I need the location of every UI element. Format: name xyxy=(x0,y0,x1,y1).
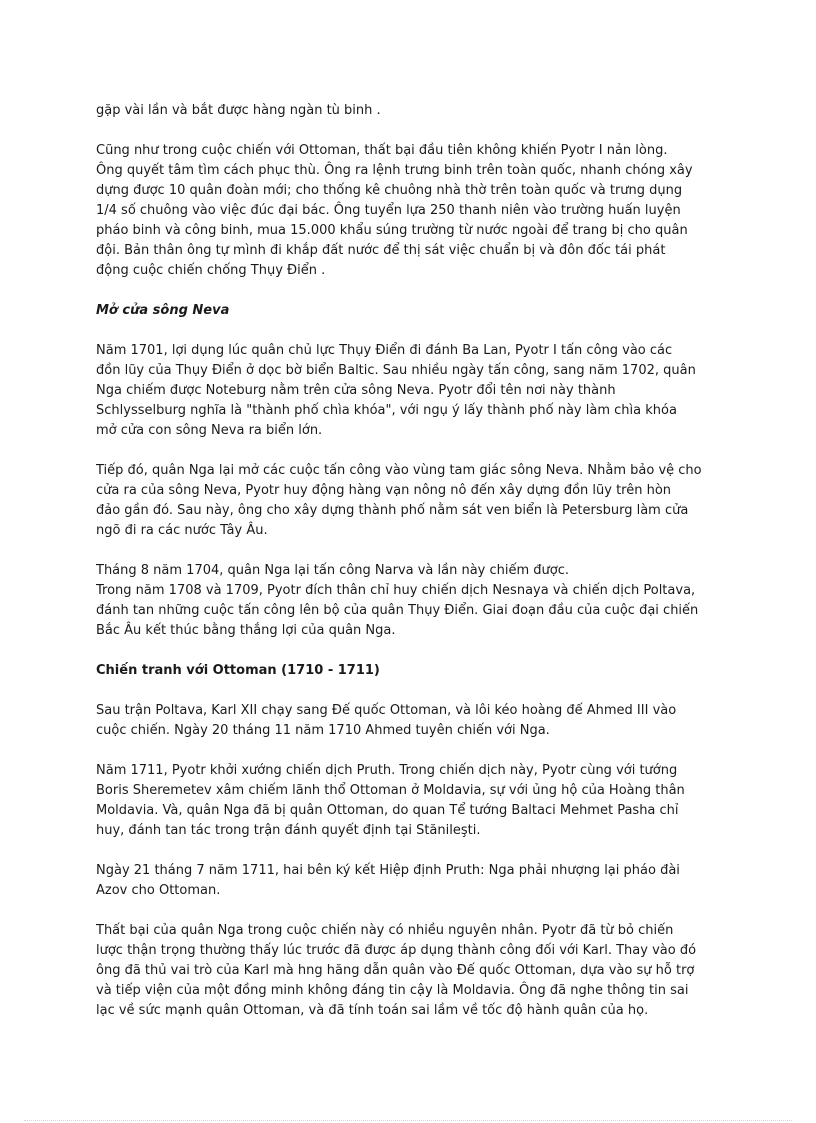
text-line: mở cửa con sông Neva ra biển lớn. xyxy=(96,423,323,438)
text-line: Ông quyết tâm tìm cách phục thù. Ông ra lệnh trưng binh trên toàn quốc, nhanh chóng xây xyxy=(96,163,693,178)
text-line: đảo gần đó. Sau này, ông cho xây dựng thành phố nằm sát ven biển là Petersburg làm cửa xyxy=(96,503,689,518)
text-line: Boris Sheremetev xâm chiếm lãnh thổ Ottoman ở Moldavia, sự với ủng hộ của Hoàng thân xyxy=(96,783,685,798)
text-line: Trong năm 1708 và 1709, Pyotr đích thân chỉ huy chiến dịch Nesnaya và chiến dịch Poltava, xyxy=(96,583,696,598)
text-line: dựng được 10 quân đoàn mới; cho thống kê chuông nhà thờ trên toàn quốc và trưng dụng xyxy=(96,183,683,198)
text-line: Sau trận Poltava, Karl XII chạy sang Đế quốc Ottoman, và lôi kéo hoàng đế Ahmed III vào xyxy=(96,703,677,718)
paragraph-revenge xyxy=(96,141,736,281)
text-line: huy, đánh tan tác trong trận đánh quyết định tại Stănileşti. xyxy=(96,823,481,838)
text-line: gặp vài lần và bắt được hàng ngàn tù binh . xyxy=(96,103,381,118)
text-line: 1/4 số chuông vào việc đúc đại bác. Ông tuyển lựa 250 thanh niên vào trường huấn luyện xyxy=(96,203,681,218)
section-heading-neva: Mở cửa sông Neva xyxy=(96,303,230,318)
paragraph-defeat-causes xyxy=(96,921,736,1021)
text-line: lạc về sức mạnh quân Ottoman, và đã tính toán sai lầm về tốc độ hành quân của họ. xyxy=(96,1003,649,1018)
text-line: Năm 1711, Pyotr khởi xướng chiến dịch Pruth. Trong chiến dịch này, Pyotr cùng với tướng xyxy=(96,763,678,778)
section-heading-ottoman-war: Chiến tranh với Ottoman (1710 - 1711) xyxy=(96,663,380,678)
paragraph-narva-poltava xyxy=(96,561,736,641)
text-line: lược thận trọng thường thấy lúc trước đã được áp dụng thành công đối với Karl. Thay vào đó xyxy=(96,943,697,958)
text-line: Ngày 21 tháng 7 năm 1711, hai bên ký kết Hiệp định Pruth: Nga phải nhượng lại pháo đài xyxy=(96,863,680,878)
text-line: Azov cho Ottoman. xyxy=(96,883,221,898)
text-line: đồn lũy của Thụy Điển ở dọc bờ biển Baltic. Sau nhiều ngày tấn công, sang năm 1702, quân xyxy=(96,363,696,378)
text-line: cuộc chiến. Ngày 20 tháng 11 năm 1710 Ahmed tuyên chiến với Nga. xyxy=(96,723,550,738)
paragraph-prisoners xyxy=(96,101,736,121)
paragraph-karl-xii xyxy=(96,701,736,741)
text-line: Nga chiếm được Noteburg nằm trên cửa sông Neva. Pyotr đổi tên nơi này thành xyxy=(96,383,616,398)
text-line: Bắc Âu kết thúc bằng thắng lợi của quân Nga. xyxy=(96,623,396,638)
text-line: ngõ đi ra các nước Tây Âu. xyxy=(96,523,268,538)
text-line: Năm 1701, lợi dụng lúc quân chủ lực Thụy Điển đi đánh Ba Lan, Pyotr I tấn công vào các xyxy=(96,343,673,358)
paragraph-pruth-treaty xyxy=(96,861,736,901)
text-line: Tiếp đó, quân Nga lại mở các cuộc tấn công vào vùng tam giác sông Neva. Nhằm bảo vệ cho xyxy=(96,463,702,478)
text-line: cửa ra của sông Neva, Pyotr huy động hàng vạn nông nô đến xây dựng đồn lũy trên hòn xyxy=(96,483,672,498)
document-page xyxy=(96,101,736,1021)
text-line: ông đã thủ vai trò của Karl mà hng hăng dẫn quân vào Đế quốc Ottoman, dựa vào sự hỗ trợ xyxy=(96,963,695,978)
text-line: Tháng 8 năm 1704, quân Nga lại tấn công Narva và lần này chiếm được. xyxy=(96,563,570,578)
text-line: và tiếp viện của một đồng minh không đáng tin cậy là Moldavia. Ông đã nghe thông tin sai xyxy=(96,983,689,998)
text-line: pháo binh và công binh, mua 15.000 khẩu súng trường từ nước ngoài để trang bị cho quân xyxy=(96,223,688,238)
text-line: Moldavia. Và, quân Nga đã bị quân Ottoman, do quan Tể tướng Baltaci Mehmet Pasha chỉ xyxy=(96,803,679,818)
text-line: đội. Bản thân ông tự mình đi khắp đất nước để thị sát việc chuẩn bị và đôn đốc tái phát xyxy=(96,243,666,258)
text-line: đánh tan những cuộc tấn công lên bộ của quân Thụy Điển. Giai đoạn đầu của cuộc đại chiến xyxy=(96,603,699,618)
text-line: Cũng như trong cuộc chiến với Ottoman, thất bại đầu tiên không khiến Pyotr I nản lòng. xyxy=(96,143,668,158)
text-line: Thất bại của quân Nga trong cuộc chiến này có nhiều nguyên nhân. Pyotr đã từ bỏ chiến xyxy=(96,923,674,938)
text-line: Schlysselburg nghĩa là "thành phố chìa khóa", với ngụ ý lấy thành phố này làm chìa khóa xyxy=(96,403,677,418)
paragraph-1701 xyxy=(96,341,736,441)
text-line: động cuộc chiến chống Thụy Điển . xyxy=(96,263,326,278)
paragraph-neva-delta xyxy=(96,461,736,541)
page-bottom-rule xyxy=(24,1120,792,1121)
paragraph-pruth-campaign xyxy=(96,761,736,841)
